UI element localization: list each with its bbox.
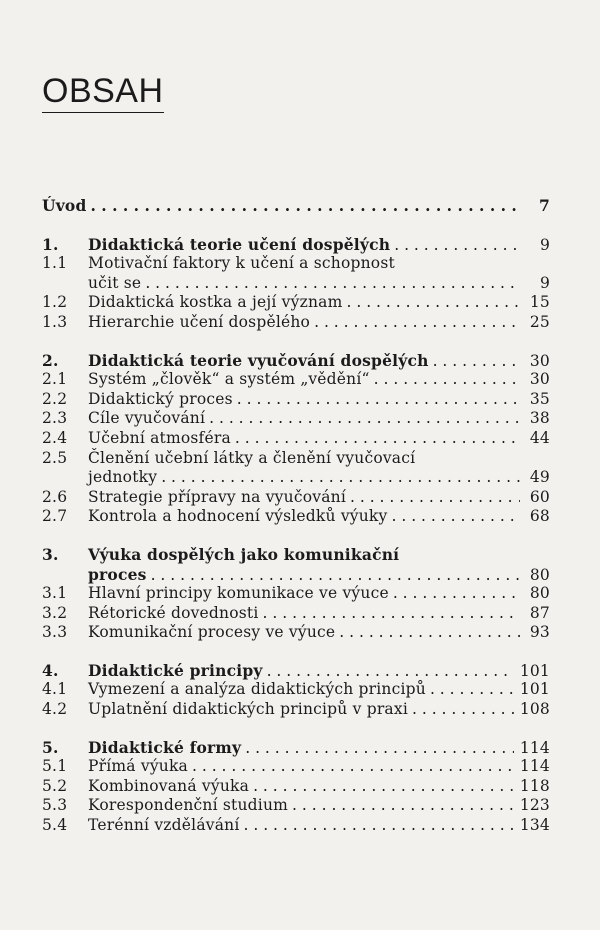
toc-entry[interactable] <box>42 196 550 216</box>
toc-leader <box>209 409 520 429</box>
toc-entry-title: Motivační faktory k učení a schopnost <box>88 254 395 273</box>
toc-entry[interactable] <box>42 584 550 604</box>
toc-leader <box>292 796 514 816</box>
toc-leader <box>374 370 520 390</box>
toc-entry[interactable] <box>42 409 550 429</box>
toc-entry[interactable] <box>42 449 550 469</box>
toc-leader <box>394 236 520 256</box>
toc-leader <box>393 584 520 604</box>
toc-entry-title: Kombinovaná výuka <box>88 776 250 795</box>
toc-entry-page: 49 <box>529 468 550 487</box>
toc-entry[interactable] <box>42 370 550 390</box>
toc-entry[interactable] <box>42 507 550 527</box>
toc-entry-number: 4. <box>42 660 59 680</box>
toc-chapter-3 <box>42 545 550 643</box>
toc-entry-page: 25 <box>529 312 550 331</box>
toc-entry[interactable] <box>42 429 550 449</box>
toc-entry[interactable] <box>42 680 550 700</box>
toc-entry-page: 7 <box>539 196 550 215</box>
toc-entry-number: 2.7 <box>42 507 68 526</box>
toc-entry[interactable] <box>42 604 550 624</box>
toc-entry-page: 15 <box>529 293 550 312</box>
toc-entry-number: 5.2 <box>42 776 68 795</box>
toc-entry-title: Terénní vzdělávání <box>88 816 240 835</box>
toc-entry-page: 30 <box>529 370 550 389</box>
toc-leader <box>245 739 514 759</box>
toc-entry-title: Hierarchie učení dospělého <box>88 312 311 331</box>
toc-entry[interactable] <box>42 235 550 255</box>
toc-entry-page: 87 <box>529 603 550 622</box>
toc-entry-page: 44 <box>529 428 550 447</box>
toc-entry-number: 2.1 <box>42 370 68 389</box>
toc-entry[interactable] <box>42 738 550 758</box>
toc-entry-title: Členění učební látky a členění vyučovací <box>88 448 416 467</box>
toc-entry-number: 3. <box>42 544 59 564</box>
toc-leader <box>267 662 514 682</box>
toc-entry-page: 118 <box>519 776 550 795</box>
toc-entry-number: 3.3 <box>42 623 68 642</box>
toc-entry[interactable] <box>42 313 550 333</box>
toc-leader <box>151 566 520 586</box>
toc-entry[interactable] <box>42 545 550 565</box>
toc-chapter-5 <box>42 738 550 836</box>
toc-entry[interactable] <box>42 623 550 643</box>
toc-entry-title: Rétorické dovednosti <box>88 603 259 622</box>
toc-entry[interactable] <box>42 700 550 720</box>
toc-entry-number: 1. <box>42 234 59 254</box>
toc-leader <box>339 623 520 643</box>
toc-leader <box>192 757 514 777</box>
toc-entry-title: Didaktické principy <box>88 660 263 680</box>
toc-entry-number: 1.2 <box>42 293 68 312</box>
toc-chapter-2 <box>42 351 550 527</box>
toc-entry-page: 30 <box>529 351 550 370</box>
toc-entry-title: Komunikační procesy ve výuce <box>88 623 336 642</box>
toc-entry-title: Výuka dospělých jako komunikační <box>88 544 400 564</box>
toc-entry-title: Vymezení a analýza didaktických principů <box>88 680 426 699</box>
toc-entry-number: 5.3 <box>42 796 68 815</box>
toc-entry-page: 60 <box>529 487 550 506</box>
toc-leader <box>91 196 521 216</box>
toc-leader <box>253 777 514 797</box>
toc-leader <box>244 816 514 836</box>
toc-entry-number: 1.3 <box>42 312 68 331</box>
toc-entry-title: Didaktická teorie učení dospělých <box>88 234 391 254</box>
table-of-contents <box>42 196 550 836</box>
toc-intro <box>42 196 550 216</box>
toc-leader <box>412 700 514 720</box>
toc-entry-title: Korespondenční studium <box>88 796 289 815</box>
toc-entry-title: jednotky <box>88 468 158 487</box>
toc-entry-number: 2. <box>42 350 59 370</box>
toc-entry-number: 5.4 <box>42 816 68 835</box>
toc-leader <box>263 604 520 624</box>
toc-entry-number: 2.3 <box>42 409 68 428</box>
toc-entry[interactable] <box>42 661 550 681</box>
toc-entry[interactable] <box>42 488 550 508</box>
toc-entry-number: 5.1 <box>42 757 68 776</box>
toc-entry-continuation[interactable] <box>42 565 550 585</box>
toc-entry-page: 68 <box>529 507 550 526</box>
toc-entry-title: Učební atmosféra <box>88 428 231 447</box>
toc-entry-page: 134 <box>519 816 550 835</box>
toc-entry-title: proces <box>88 564 147 584</box>
toc-chapter-1 <box>42 235 550 333</box>
page-title: OBSAH <box>42 74 164 113</box>
toc-entry-title: Kontrola a hodnocení výsledků výuky <box>88 507 388 526</box>
toc-entry-page: 9 <box>539 235 550 254</box>
toc-entry-title: Didaktická kostka a její význam <box>88 293 343 312</box>
toc-entry[interactable] <box>42 293 550 313</box>
toc-entry[interactable] <box>42 390 550 410</box>
toc-leader <box>391 507 520 527</box>
toc-entry-title: Uplatnění didaktických principů v praxi <box>88 700 408 719</box>
toc-entry-page: 80 <box>529 565 550 584</box>
toc-entry-title: učit se <box>88 273 142 292</box>
toc-entry-number: 4.1 <box>42 680 68 699</box>
toc-entry-page: 9 <box>539 273 550 292</box>
toc-entry[interactable] <box>42 757 550 777</box>
toc-leader <box>161 468 520 488</box>
toc-entry-page: 35 <box>529 389 550 408</box>
toc-entry-title: Systém „člověk“ a systém „vědění“ <box>88 370 370 389</box>
toc-entry-page: 123 <box>519 796 550 815</box>
toc-entry-page: 93 <box>529 623 550 642</box>
toc-entry-page: 108 <box>519 700 550 719</box>
toc-entry[interactable] <box>42 816 550 836</box>
toc-entry-number: 1.1 <box>42 254 68 273</box>
toc-entry-title: Cíle vyučování <box>88 409 206 428</box>
toc-entry-title: Přímá výuka <box>88 757 188 776</box>
toc-entry-number: 5. <box>42 737 59 757</box>
toc-entry-number: 2.4 <box>42 428 68 447</box>
toc-leader <box>350 488 520 508</box>
toc-entry-continuation[interactable] <box>42 274 550 294</box>
toc-entry-title: Didaktická teorie vyučování dospělých <box>88 350 429 370</box>
toc-entry-number: 2.2 <box>42 389 68 408</box>
toc-entry-number: 3.1 <box>42 584 68 603</box>
toc-leader <box>235 429 520 449</box>
toc-entry-title: Úvod <box>42 196 87 215</box>
toc-entry-page: 114 <box>519 738 550 757</box>
toc-entry-title: Didaktické formy <box>88 737 242 757</box>
toc-entry-page: 38 <box>529 409 550 428</box>
toc-entry-page: 101 <box>519 661 550 680</box>
toc-entry-title: Strategie přípravy na vyučování <box>88 487 346 506</box>
toc-entry-number: 3.2 <box>42 603 68 622</box>
toc-leader <box>237 390 520 410</box>
toc-entry-title: Didaktický proces <box>88 389 233 408</box>
toc-entry-title: Hlavní principy komunikace ve výuce <box>88 584 389 603</box>
toc-entry-continuation[interactable] <box>42 468 550 488</box>
toc-entry-page: 80 <box>529 584 550 603</box>
toc-leader <box>430 680 514 700</box>
toc-leader <box>433 352 520 372</box>
toc-entry-number: 2.6 <box>42 487 68 506</box>
toc-chapter-4 <box>42 661 550 720</box>
toc-entry-page: 114 <box>519 757 550 776</box>
toc-entry-number: 4.2 <box>42 700 68 719</box>
toc-leader <box>346 293 520 313</box>
toc-entry-page: 101 <box>519 680 550 699</box>
toc-entry-number: 2.5 <box>42 448 68 467</box>
toc-leader <box>145 274 520 294</box>
toc-leader <box>314 313 520 333</box>
toc-entry[interactable] <box>42 254 550 274</box>
toc-entry[interactable] <box>42 777 550 797</box>
toc-entry[interactable] <box>42 351 550 371</box>
toc-entry[interactable] <box>42 796 550 816</box>
